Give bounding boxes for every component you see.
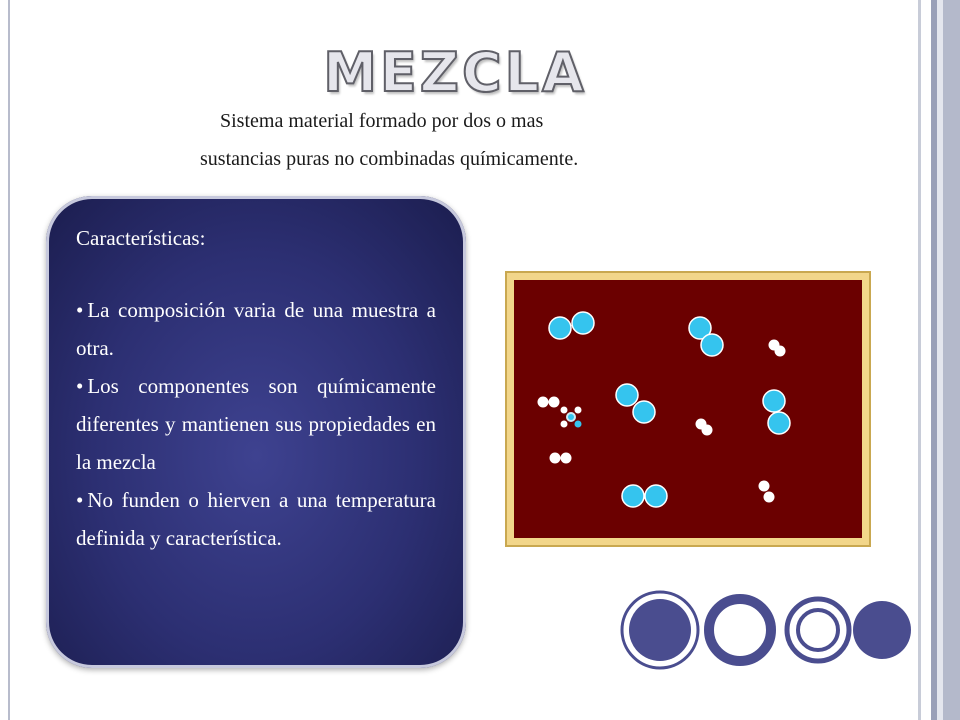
blue-molecule-atom bbox=[701, 334, 723, 356]
cluster-atom bbox=[575, 421, 582, 428]
blue-molecule-atom bbox=[763, 390, 785, 412]
ring-2 bbox=[709, 599, 771, 661]
blue-molecule-atom bbox=[768, 412, 790, 434]
white-molecule-atom bbox=[775, 346, 786, 357]
cluster-atom bbox=[568, 414, 574, 420]
decorative-rings bbox=[618, 590, 918, 670]
blue-molecule-atom bbox=[633, 401, 655, 423]
ring-1 bbox=[622, 592, 698, 668]
white-molecule-atom bbox=[549, 397, 560, 408]
frame-bar bbox=[921, 0, 931, 720]
list-item-text: Los componentes son químicamente diferentes y mantienen sus propiedades en la mezcla bbox=[76, 374, 436, 474]
blue-molecule-atom bbox=[622, 485, 644, 507]
blue-molecule-atom bbox=[549, 317, 571, 339]
cluster-atom bbox=[561, 407, 568, 414]
frame-bar bbox=[943, 0, 960, 720]
white-molecule-atom bbox=[764, 492, 775, 503]
bullet: • bbox=[76, 298, 84, 322]
mixture-particles-diagram bbox=[504, 270, 872, 548]
frame-left-line bbox=[8, 0, 10, 720]
list-item-text: La composición varia de una muestra a otra. bbox=[76, 298, 436, 360]
list-item bbox=[76, 291, 436, 367]
ring-4 bbox=[853, 601, 911, 659]
slide-subtitle-line-2: sustancias puras no combinadas químicamente. bbox=[200, 148, 579, 170]
list-item bbox=[76, 367, 436, 481]
white-molecule-atom bbox=[538, 397, 549, 408]
white-molecule-atom bbox=[702, 425, 713, 436]
blue-molecule-atom bbox=[645, 485, 667, 507]
characteristics-heading: Características: bbox=[76, 226, 206, 250]
characteristics-list bbox=[76, 291, 436, 557]
white-molecule-atom bbox=[561, 453, 572, 464]
cluster-atom bbox=[561, 421, 568, 428]
cluster-atom bbox=[575, 407, 582, 414]
bullet: • bbox=[76, 488, 84, 512]
slide-title: MEZCLA bbox=[323, 41, 587, 104]
bullet: • bbox=[76, 374, 84, 398]
frame-right-bars bbox=[918, 0, 960, 720]
list-item-text: No funden o hierven a una temperatura definida y característica. bbox=[76, 488, 436, 550]
list-item bbox=[76, 481, 436, 557]
blue-molecule-atom bbox=[572, 312, 594, 334]
characteristics-box bbox=[46, 196, 466, 668]
blue-molecule-atom bbox=[616, 384, 638, 406]
white-molecule-atom bbox=[759, 481, 770, 492]
ring-3 bbox=[787, 599, 849, 661]
white-molecule-atom bbox=[550, 453, 561, 464]
slide-subtitle-line-1: Sistema material formado por dos o mas bbox=[220, 110, 544, 132]
